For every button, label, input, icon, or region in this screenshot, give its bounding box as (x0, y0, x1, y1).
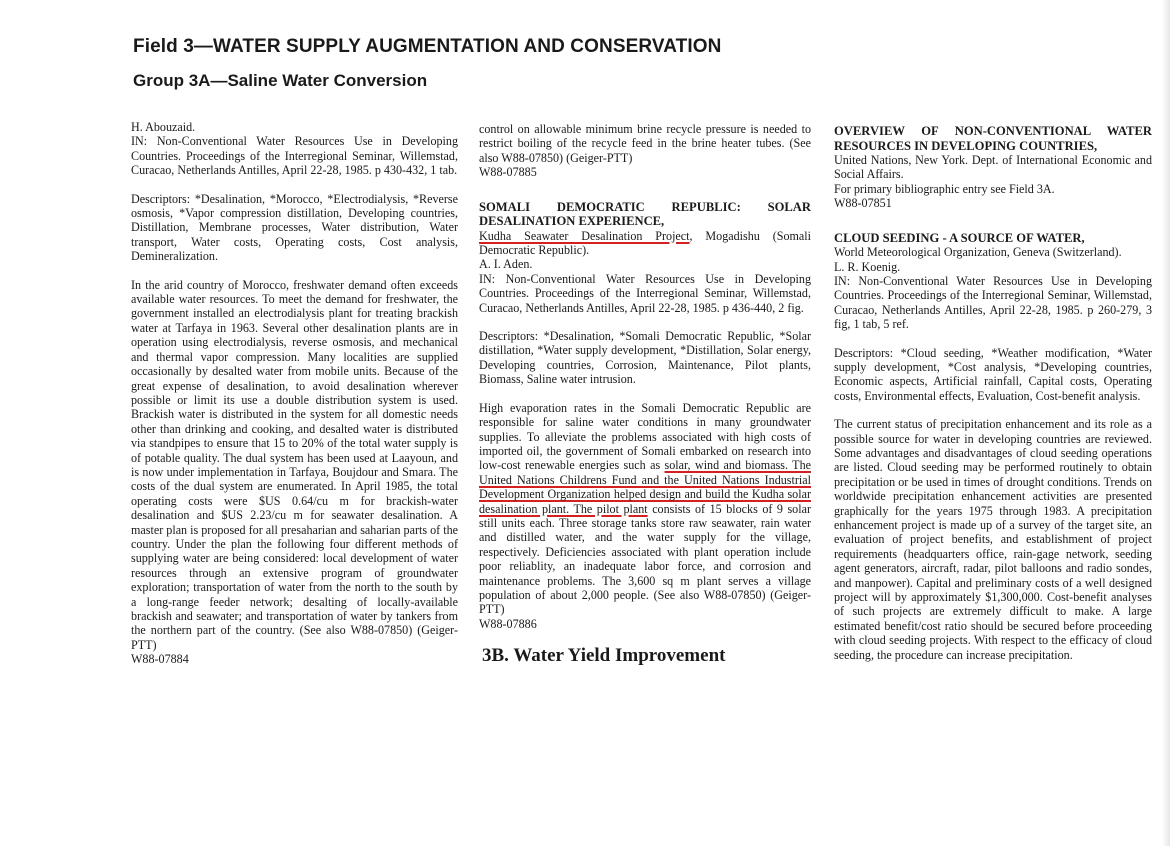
highlighted-organization: Kudha Seawater Desalination Project (479, 228, 690, 243)
section-heading: 3B. Water Yield Improvement (482, 645, 726, 667)
abstract-part-b: consists of 15 blocks of 9 solar still units each. Three storage tanks store raw seawater, rain water and distilled water, and the water supply for the village, respectively. Deficiencies associated with plant operation include poor reliablity, an inadequate labor force, and corrosion and maintenance problems. The 3,600 sq m plant serves a village population of about 2,000 people. (See also W88-07850) (Geiger-PTT) (479, 501, 811, 617)
continued-text: control on allowable minimum brine recycle pressure is needed to restrict boiling of the recycle feed in the brine heater tubes. (See also W88-07850) (Geiger-PTT) (479, 122, 811, 165)
entry-descriptors: Descriptors: *Desalination, *Morocco, *Electrodialysis, *Reverse osmosis, *Vapor compression distillation, Developing countries, Distillation, Membrane processes, Water distribution, Water transport, Water costs, Operating costs, Cost analysis, Demineralization. (131, 191, 458, 264)
page-header (133, 36, 1133, 91)
entry-descriptors: Descriptors: *Desalination, *Somali Democratic Republic, *Solar distillation, *Water supply development, *Distillation, Solar energy, Developing countries, Corrosion, Maintenance, Pilot plants, Biomass, Saline water intrusion. (479, 329, 811, 387)
field-title: Field 3—WATER SUPPLY AUGMENTATION AND CONSERVATION (133, 36, 722, 57)
entry-accession: W88-07886 (479, 616, 537, 631)
entry-source: IN: Non-Conventional Water Resources Use in Developing Countries. Proceedings of the Interregional Seminar, Willemstad, Curacao, Netherlands Antilles, April 22-28, 1985. p 436-440, 2 fig. (479, 271, 811, 315)
entry-reference-overview: For primary bibliographic entry see Field 3A. (834, 181, 1055, 196)
entry-accession-overview: W88-07851 (834, 196, 892, 211)
organization-rest: , Mogadishu (Somali Democratic Republic). (479, 228, 811, 258)
continued-accession: W88-07885 (479, 165, 537, 180)
entry-organization (479, 229, 811, 258)
entry-abstract: In the arid country of Morocco, freshwater demand often exceeds available water resources. To meet the demand for freshwater, the government installed an electrodialysis plant for treating brackish water at Tarfaya in 1963. Several other desalination plants are in operation using electrodialysis, reverse osmosis, and mechanical and thermal vapor compression. Many localities are supplied occasionally by desalted water from mobile units. Because of the great expense of desalination, to avoid desalination wherever possible or limit its use a double distribution system is used. Brackish water is distributed in the system for all domestic needs other than drinking and cooking, and desalted water is distributed via standpipes to ensure that 15 to 20% of the total water supply is of potable quality. The dual system has been used at Laayoun, and is now under implementation in Tarfaya, Boujdour and Smara. The costs of the dual system are enumerated. In April 1985, the total operating costs were $US 0.64/cu m for brackish-water desalination and $US 2.23/cu m for seawater desalination. A master plan is proposed for all presaharian and saharian parts of the country. Under the plan the following four different methods of supplying water are being considered: local development of water resources through an extensive program of groundwater exploration; transportation of water from the north to the south by a long-range feeder network; desalting of locally-available brackish and seawater; and transportation of water by tankers from the northern part of the country. (See also W88-07850) (Geiger-PTT) (131, 277, 458, 652)
entry-descriptors-cloud-seeding: Descriptors: *Cloud seeding, *Weather modification, *Water supply development, *Cost analysis, *Developing countries, Economic aspects, Artificial rainfall, Capital costs, Operating costs, Environmental effects, Evaluation, Cost-benefit analysis. (834, 345, 1152, 403)
entry-source: IN: Non-Conventional Water Resources Use in Developing Countries. Proceedings of the Interregional Seminar, Willemstad, Curacao, Netherlands Antilles, April 22-28, 1985. p 430-432, 1 tab. (131, 134, 458, 178)
column-3 (834, 124, 1152, 662)
group-title: Group 3A—Saline Water Conversion (133, 71, 428, 90)
entry-author: A. I. Aden. (479, 257, 533, 272)
page-edge (1162, 0, 1170, 846)
entry-abstract (479, 401, 811, 617)
column-1 (131, 120, 458, 667)
highlighted-abstract: solar, wind and biomass. The United Nations Childrens Fund and the United Nations Industrial Development Organization helped design and build the Kudha solar desalination plant. The pilot plant (479, 458, 811, 516)
entry-organization-cloud-seeding: World Meteorological Organization, Geneva (Switzerland). (834, 245, 1122, 260)
entry-author: H. Abouzaid. (131, 120, 196, 134)
abstract-part-a: High evaporation rates in the Somali Democratic Republic are responsible for saline water conditions in many groundwater supplies. To alleviate the problems associated with high costs of imported oil, the government of Somali embarked on research into low-cost renewable energies such as (479, 400, 811, 473)
entry-title: SOMALI DEMOCRATIC REPUBLIC: SOLAR DESALINATION EXPERIENCE, (479, 199, 811, 229)
column-2 (479, 122, 811, 667)
entry-author-cloud-seeding: L. R. Koenig. (834, 259, 901, 274)
entry-title-overview: OVERVIEW OF NON-CONVENTIONAL WATER RESOURCES IN DEVELOPING COUNTRIES, (834, 124, 1152, 153)
entry-accession: W88-07884 (131, 652, 189, 667)
entry-organization-overview: United Nations, New York. Dept. of International Economic and Social Affairs. (834, 153, 1152, 182)
entry-source-cloud-seeding: IN: Non-Conventional Water Resources Use in Developing Countries. Proceedings of the Interregional Seminar, Willemstad, Curacao, Netherlands Antilles, April 22-28, 1985. p 260-279, 3 fig, 1 tab, 5 ref. (834, 273, 1152, 332)
entry-abstract-cloud-seeding: The current status of precipitation enhancement and its role as a possible source for water in developing countries are reviewed. Some advantages and disadvantages of cloud seeding operations are listed. Cloud seeding may be performed routinely to obtain precipitation or be used in times of drought conditions. Trends on worldwide precipitation enhancement activities are presented graphically for the years 1975 through 1983. A precipitation enhancement project is made up of a survey of the target site, an evaluation of project benefits, and establishment of project requirements (headquarters office, rain-gage network, seeding agent generators, aircraft, radar, pilot balloons and radio sondes, and manpower). Capital and preliminary costs of a well designed project will by approximately $1,300,000. Cost-benefit analyses of such projects are extremely difficult to make. A large estimated benefit/cost ratio should be secured before proceeding with cloud seeding projects. With respect to the efficacy of cloud seeding, the procedure can increase precipitation. (834, 417, 1152, 662)
entry-title-cloud-seeding: CLOUD SEEDING - A SOURCE OF WATER, (834, 230, 1085, 245)
